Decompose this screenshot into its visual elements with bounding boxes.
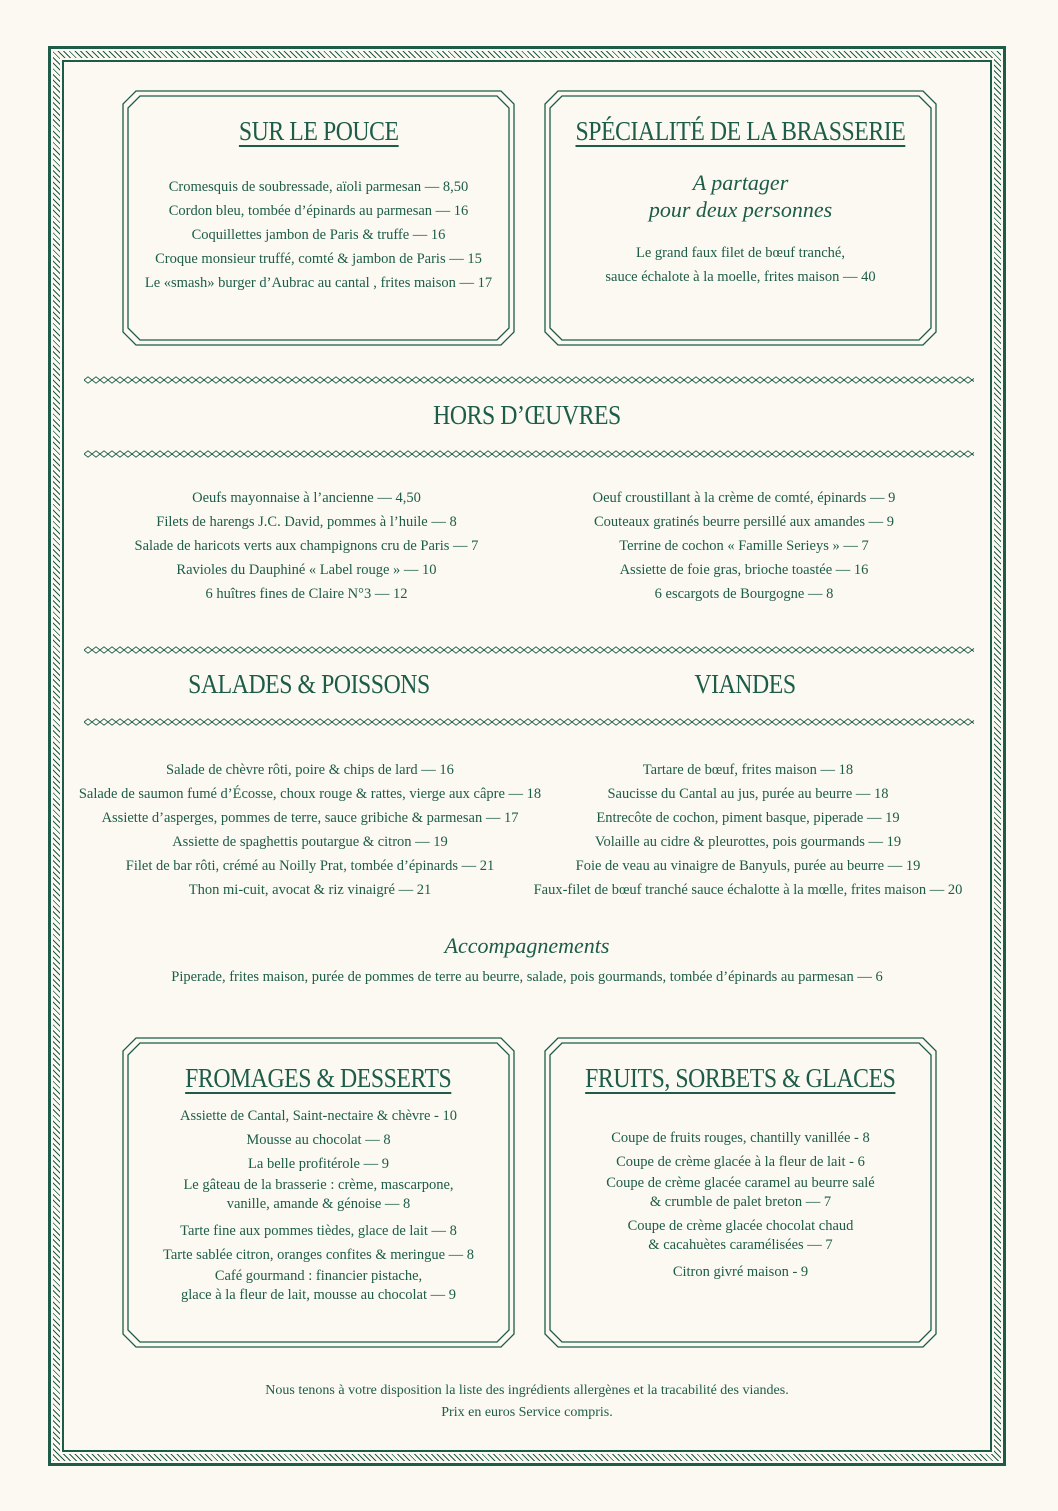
sur-le-pouce-box xyxy=(122,90,515,346)
menu-item xyxy=(122,1267,515,1305)
menu-item xyxy=(122,1176,515,1214)
menu-item: Assiette de foie gras, brioche toastée — 16 xyxy=(619,562,869,578)
footer-note xyxy=(62,1380,992,1424)
section-title: FROMAGES & DESSERTS xyxy=(185,1063,452,1093)
menu-item-line: Café gourmand : financier pistache, xyxy=(214,1268,423,1284)
menu-item: Oeuf croustillant à la crème de comté, épinards — 9 xyxy=(592,490,896,506)
menu-item: Terrine de cochon « Famille Serieys » — 7 xyxy=(619,538,869,554)
accompagnements xyxy=(62,932,992,989)
menu-item: Tarte fine aux pommes tièdes, glace de lait — 8 xyxy=(180,1223,457,1239)
section-title: HORS D’ŒUVRES xyxy=(433,400,621,430)
menu-item: Coquillettes jambon de Paris & truffe — 16 xyxy=(191,227,446,243)
menu-item: Tartare de bœuf, frites maison — 18 xyxy=(642,762,854,778)
menu-item: Tarte sablée citron, oranges confites & meringue — 8 xyxy=(162,1247,475,1263)
menu-item-line: Coupe de crème glacée chocolat chaud xyxy=(627,1218,854,1234)
menu-item: Coupe de crème glacée à la fleur de lait - 6 xyxy=(616,1154,865,1170)
menu-item: Assiette d’asperges, pommes de terre, sauce gribiche & parmesan — 17 xyxy=(101,810,519,826)
specialite-box xyxy=(544,90,937,346)
menu-item: Volaille au cidre & pleurottes, pois gourmands — 19 xyxy=(594,834,902,850)
menu-item-line: & crumble de palet breton — 7 xyxy=(649,1194,832,1210)
menu-item: Cromesquis de soubressade, aïoli parmesan — 8,50 xyxy=(168,179,469,195)
menu-item: sauce échalote à la moelle, frites maison — 40 xyxy=(605,269,876,285)
menu-item: 6 huîtres fines de Claire N°3 — 12 xyxy=(205,586,408,602)
hors-doeuvres-left xyxy=(84,486,529,606)
menu-item: Croque monsieur truffé, comté & jambon de Paris — 15 xyxy=(155,251,482,267)
footer-line: Prix en euros Service compris. xyxy=(441,1405,613,1420)
accompagnements-title: Accompagnements xyxy=(444,933,610,958)
menu-item-line: Coupe de crème glacée caramel au beurre salé xyxy=(606,1175,875,1191)
menu-item: Foie de veau au vinaigre de Banyuls, purée au beurre — 19 xyxy=(575,858,921,874)
divider-rule xyxy=(84,646,974,654)
divider-rule xyxy=(84,718,974,726)
menu-item: Faux-filet de bœuf tranché sauce échalotte à la mœlle, frites maison — 20 xyxy=(533,882,963,898)
menu-item: Assiette de Cantal, Saint-nectaire & chèvre - 10 xyxy=(179,1108,457,1124)
menu-item: Filets de harengs J.C. David, pommes à l’huile — 8 xyxy=(156,514,457,530)
menu-item: Cordon bleu, tombée d’épinards au parmesan — 16 xyxy=(168,203,469,219)
subtitle: A partager xyxy=(692,170,789,195)
salades-column xyxy=(74,758,546,902)
menu-item: La belle profitérole — 9 xyxy=(248,1156,389,1172)
section-title: VIANDES xyxy=(694,669,796,699)
menu-item xyxy=(544,1217,937,1255)
menu-item: Thon mi-cuit, avocat & riz vinaigré — 21 xyxy=(188,882,432,898)
fruits-box xyxy=(544,1037,937,1348)
menu-item: Salade de chèvre rôti, poire & chips de lard — 16 xyxy=(166,762,454,778)
menu-item-line: Le gâteau de la brasserie : crème, mascarpone, xyxy=(183,1177,454,1193)
section-title: SUR LE POUCE xyxy=(238,116,399,146)
menu-item: Le grand faux filet de bœuf tranché, xyxy=(636,245,845,261)
menu-item: Mousse au chocolat — 8 xyxy=(246,1132,391,1148)
menu-item: Salade de saumon fumé d’Écosse, choux rouge & rattes, vierge aux câpre — 18 xyxy=(78,786,542,802)
hors-doeuvres-right xyxy=(520,486,968,606)
section-title: SPÉCIALITÉ DE LA BRASSERIE xyxy=(575,116,906,146)
divider-rule xyxy=(84,450,974,458)
fromages-box xyxy=(122,1037,515,1348)
divider-rule xyxy=(84,376,974,384)
menu-item: Oeufs mayonnaise à l’ancienne — 4,50 xyxy=(192,490,421,506)
menu-item: Ravioles du Dauphiné « Label rouge » — 10 xyxy=(176,562,437,578)
menu-item: Entrecôte de cochon, piment basque, piperade — 19 xyxy=(596,810,900,826)
menu-item: Saucisse du Cantal au jus, purée au beurre — 18 xyxy=(607,786,889,802)
section-title: FRUITS, SORBETS & GLACES xyxy=(585,1063,896,1093)
menu-item: Le «smash» burger d’Aubrac au cantal , frites maison — 17 xyxy=(144,275,493,291)
footer-line: Nous tenons à votre disposition la liste des ingrédients allergènes et la tracabilité des viandes. xyxy=(265,1383,789,1398)
menu-item xyxy=(544,1174,937,1212)
menu-item: Coupe de fruits rouges, chantilly vanillée - 8 xyxy=(611,1130,870,1146)
menu-item: 6 escargots de Bourgogne — 8 xyxy=(654,586,834,602)
menu-item: Filet de bar rôti, crémé au Noilly Prat, tombée d’épinards — 21 xyxy=(125,858,495,874)
menu-item: Salade de haricots verts aux champignons cru de Paris — 7 xyxy=(134,538,479,554)
section-title: SALADES & POISSONS xyxy=(188,669,430,699)
viandes-column xyxy=(520,758,976,902)
menu-item: Couteaux gratinés beurre persillé aux amandes — 9 xyxy=(594,514,894,530)
menu-item: Assiette de spaghettis poutargue & citron — 19 xyxy=(172,834,448,850)
menu-item-line: & cacahuètes caramélisées — 7 xyxy=(648,1237,833,1253)
menu-item: Citron givré maison - 9 xyxy=(672,1264,809,1280)
accompagnements-text: Piperade, frites maison, purée de pommes de terre au beurre, salade, pois gourmands, tombée d’épinards au parmesan — 6 xyxy=(171,969,883,985)
menu-item-line: glace à la fleur de lait, mousse au chocolat — 9 xyxy=(181,1287,456,1303)
menu-item-line: vanille, amande & génoise — 8 xyxy=(226,1196,411,1212)
subtitle: pour deux personnes xyxy=(648,197,833,222)
